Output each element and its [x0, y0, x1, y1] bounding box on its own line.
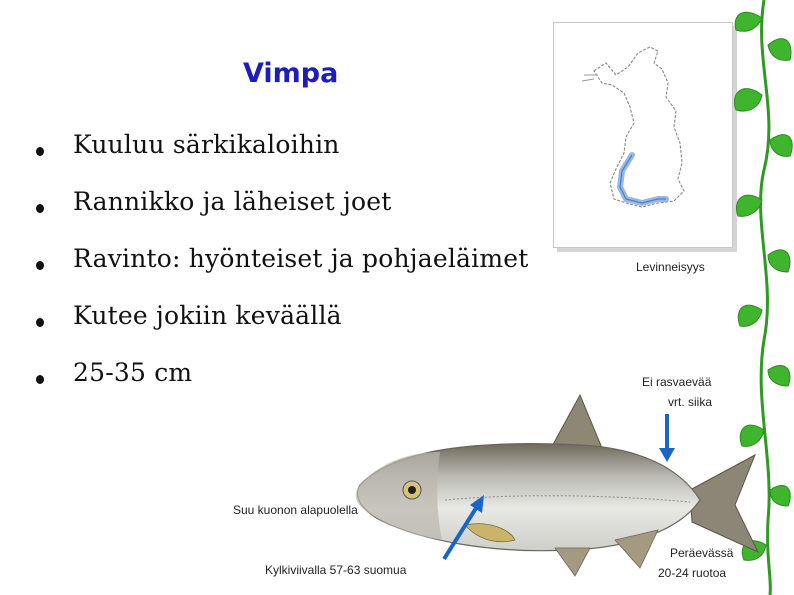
- mouth-label: Suu kuonon alapuolella: [233, 503, 358, 517]
- distribution-map: [553, 22, 733, 248]
- slide: Vimpa Kuuluu särkikaloihin Rannikko ja läheiset joet Ravinto: hyönteiset ja pohjaeläimet Kutee jokiin keväällä 25-35 cm Levinneisyys Ei rasvaevää vrt. siika Suu kuonon alapuolella Kylkiviivalla 57-63 suomua Peräevässä 20-24 ruotoa: [0, 0, 794, 595]
- finland-map-icon: [554, 23, 732, 247]
- fin-note-line1: Ei rasvaevää: [642, 375, 712, 389]
- fin-arrow-icon: [655, 414, 679, 464]
- bullet-dot-icon: [36, 375, 44, 384]
- lateral-line-arrow-icon: [440, 493, 490, 563]
- bullet-dot-icon: [36, 147, 44, 156]
- map-caption: Levinneisyys: [636, 260, 705, 274]
- tail-note-line2: 20-24 ruotoa: [658, 566, 727, 580]
- slide-title: Vimpa: [243, 58, 339, 89]
- lateral-line-label: Kylkiviivalla 57-63 suomua: [265, 563, 407, 577]
- bullet-dot-icon: [36, 261, 44, 270]
- fin-note-line2: vrt. siika: [668, 395, 713, 409]
- bullet-dot-icon: [36, 318, 44, 327]
- bullet-dot-icon: [36, 204, 44, 213]
- tail-note-line1: Peräevässä: [670, 546, 734, 560]
